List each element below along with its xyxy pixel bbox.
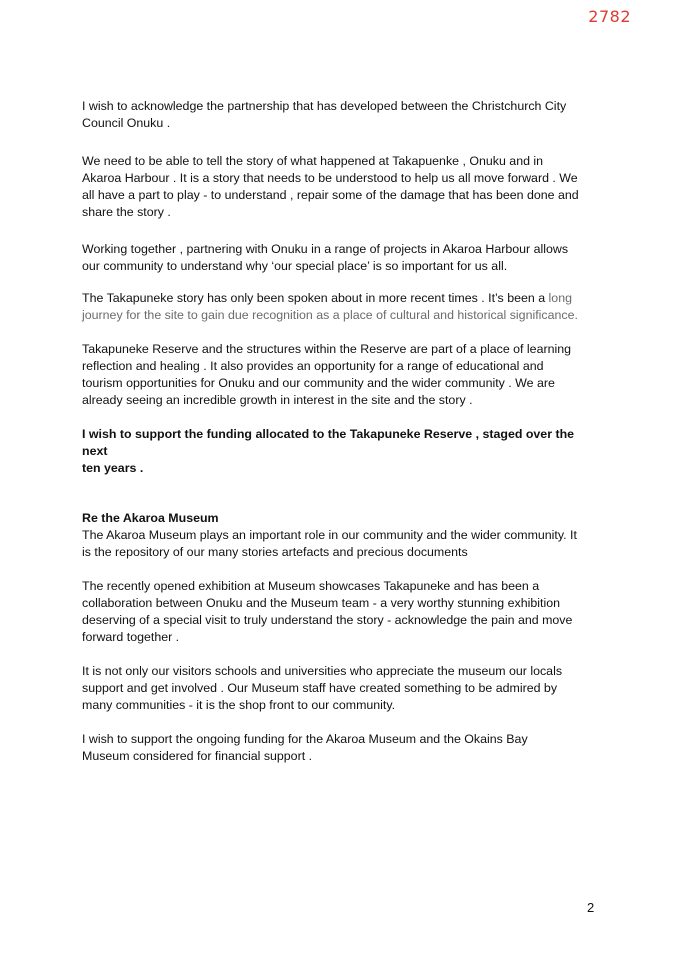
- paragraph-support-reserve-funding: I wish to support the funding allocated to the Takapuneke Reserve , staged over the next ten years .: [82, 427, 575, 475]
- paragraph-working-together: Working together , partnering with Onuku in a range of projects in Akaroa Harbour allows our community to understand why ‘our special place’ is so important for us all.: [82, 242, 569, 273]
- takapuneke-story-text: The Takapuneke story has only been spoken about in more recent times . It’s been a: [82, 291, 549, 305]
- paragraph-exhibition: The recently opened exhibition at Museum showcases Takapuneke and has been a collaboration between Onuku and the Museum team - a very worthy stunning exhibition deserving of a special visit to truly understand the story - acknowledge the pain and move forward together .: [82, 579, 573, 644]
- page-number: 2: [587, 900, 595, 915]
- document-id-stamp: 2782: [588, 7, 631, 26]
- paragraph-museum-role: The Akaroa Museum plays an important role in our community and the wider community. It is the repository of our many stories artefacts and precious documents: [82, 528, 577, 559]
- paragraph-acknowledgement: I wish to acknowledge the partnership that has developed between the Christchurch City Council Onuku .: [82, 99, 567, 130]
- paragraph-takapuneke-story: [82, 290, 602, 324]
- takapuneke-story-text-faded: long journey for the site to gain due recognition as a place of cultural and historical significance.: [82, 291, 578, 322]
- paragraph-tell-story: We need to be able to tell the story of what happened at Takapuenke , Onuku and in Akaroa Harbour . It is a story that needs to be understood to help us all move forward . We all have a part to play - to understand , repair some of the damage that has been done and share the story .: [82, 154, 579, 219]
- paragraph-support-museum-funding: I wish to support the ongoing funding for the Akaroa Museum and the Okains Bay Museum considered for financial support .: [82, 732, 528, 763]
- paragraph-locals: It is not only our visitors schools and universities who appreciate the museum our locals support and get involved . Our Museum staff have created something to be admired by many communities - it is the shop front to our community.: [82, 664, 563, 712]
- letter-body: [82, 98, 602, 765]
- paragraph-reserve: Takapuneke Reserve and the structures within the Reserve are part of a place of learning reflection and healing . It also provides an opportunity for a range of educational and tourism opportunities for Onuku and our community and the wider community . We are already seeing an incredible growth in interest in the site and the story .: [82, 342, 572, 407]
- museum-heading: Re the Akaroa Museum: [82, 511, 219, 525]
